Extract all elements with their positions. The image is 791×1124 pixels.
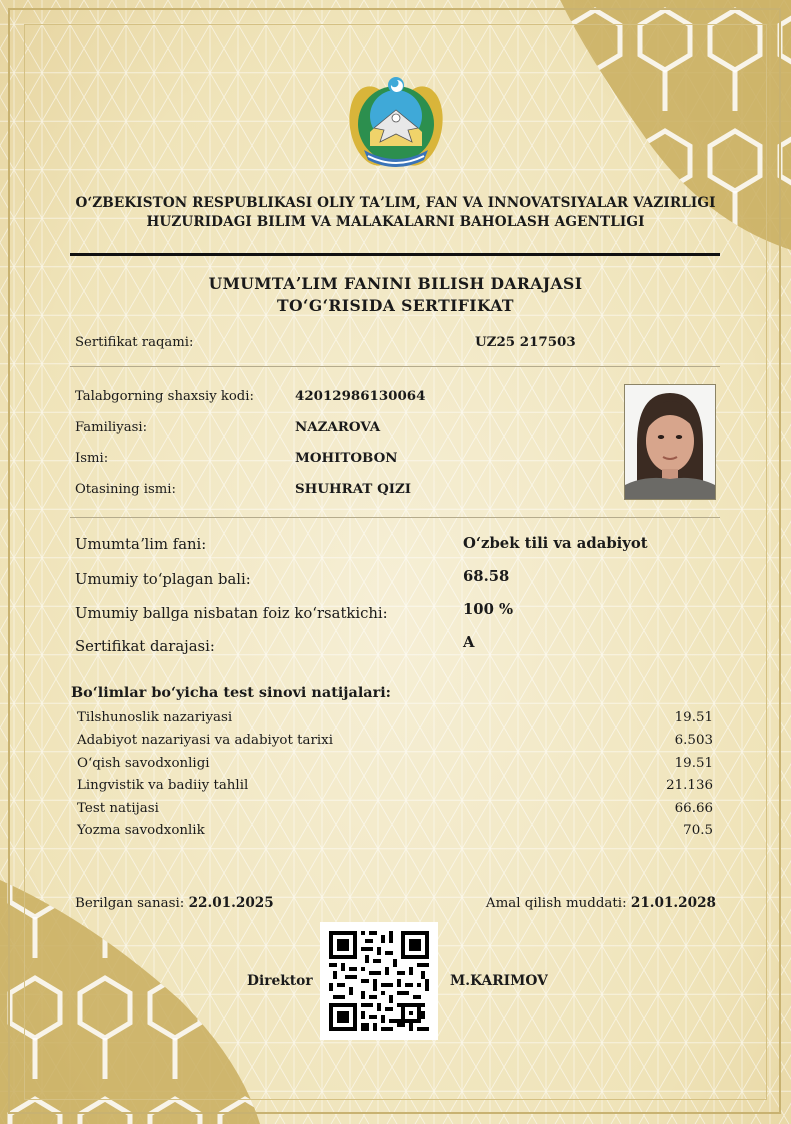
issue-date — [75, 895, 274, 911]
result-name: Lingvistik va badiiy tahlil — [77, 778, 249, 793]
patronymic: SHUHRAT QIZI — [295, 481, 412, 497]
result-row — [77, 823, 713, 845]
result-row — [77, 710, 713, 732]
certificate-number: UZ25 217503 — [475, 334, 576, 350]
certificate-grade: A — [463, 634, 475, 651]
qr-code-icon — [329, 931, 429, 1031]
applicant-photo — [624, 384, 716, 500]
director-label: Direktor — [247, 973, 313, 989]
organization-line-1: OʻZBEKISTON RESPUBLIKASI OLIY TAʼLIM, FAN VA INNOVATSIYALAR VAZIRLIGI — [75, 195, 716, 211]
result-row — [77, 778, 713, 800]
percentage-label: Umumiy ballga nisbatan foiz koʻrsatkichi: — [75, 605, 388, 622]
result-name: Oʻqish savodxonligi — [77, 756, 210, 771]
valid-until-label: Amal qilish muddati: — [485, 896, 627, 911]
certificate-number-label: Sertifikat raqami: — [75, 335, 194, 350]
result-value: 19.51 — [674, 756, 713, 771]
certificate-title-line-2: TOʻGʻRISIDA SERTIFIKAT — [277, 296, 514, 315]
personal-id-label: Talabgorning shaxsiy kodi: — [75, 389, 254, 404]
result-name: Test natijasi — [77, 801, 159, 816]
result-value: 21.136 — [666, 778, 713, 793]
certificate-title-line-1: UMUMTAʼLIM FANINI BILISH DARAJASI — [208, 274, 583, 293]
total-score-label: Umumiy toʻplagan bali: — [75, 571, 251, 588]
result-name: Adabiyot nazariyasi va adabiyot tarixi — [77, 733, 333, 748]
result-value: 6.503 — [674, 733, 713, 748]
result-value: 66.66 — [674, 801, 713, 816]
divider — [70, 517, 720, 518]
header-divider — [70, 253, 720, 256]
surname: NAZAROVA — [295, 419, 381, 435]
valid-until — [486, 895, 716, 911]
organization-line-2: HUZURIDAGI BILIM VA MALAKALARNI BAHOLASH AGENTLIGI — [146, 214, 645, 230]
uzbekistan-state-emblem-icon — [344, 76, 448, 172]
subject: Oʻzbek tili va adabiyot — [463, 535, 648, 552]
first-name: MOHITOBON — [295, 450, 398, 466]
result-row — [77, 756, 713, 778]
result-name: Yozma savodxonlik — [77, 823, 205, 838]
result-row — [77, 733, 713, 755]
result-row — [77, 801, 713, 823]
subject-label: Umumtaʼlim fani: — [75, 536, 207, 553]
results-heading: Boʻlimlar boʻyicha test sinovi natijalari: — [71, 684, 391, 701]
director-name: M.KARIMOV — [450, 973, 548, 989]
total-score: 68.58 — [463, 568, 510, 585]
surname-label: Familiyasi: — [75, 420, 148, 435]
result-value: 70.5 — [683, 823, 713, 838]
certificate-grade-label: Sertifikat darajasi: — [75, 638, 215, 655]
divider — [70, 366, 720, 367]
patronymic-label: Otasining ismi: — [75, 482, 176, 497]
issue-date-value: 22.01.2025 — [188, 895, 274, 911]
issue-date-label: Berilgan sanasi: — [75, 896, 185, 911]
personal-id: 42012986130064 — [295, 388, 426, 404]
first-name-label: Ismi: — [75, 451, 109, 466]
result-value: 19.51 — [674, 710, 713, 725]
portrait-icon — [625, 385, 715, 499]
qr-code[interactable] — [320, 922, 438, 1040]
result-name: Tilshunoslik nazariyasi — [77, 710, 233, 725]
percentage: 100 % — [463, 601, 514, 618]
valid-until-value: 21.01.2028 — [630, 895, 716, 911]
